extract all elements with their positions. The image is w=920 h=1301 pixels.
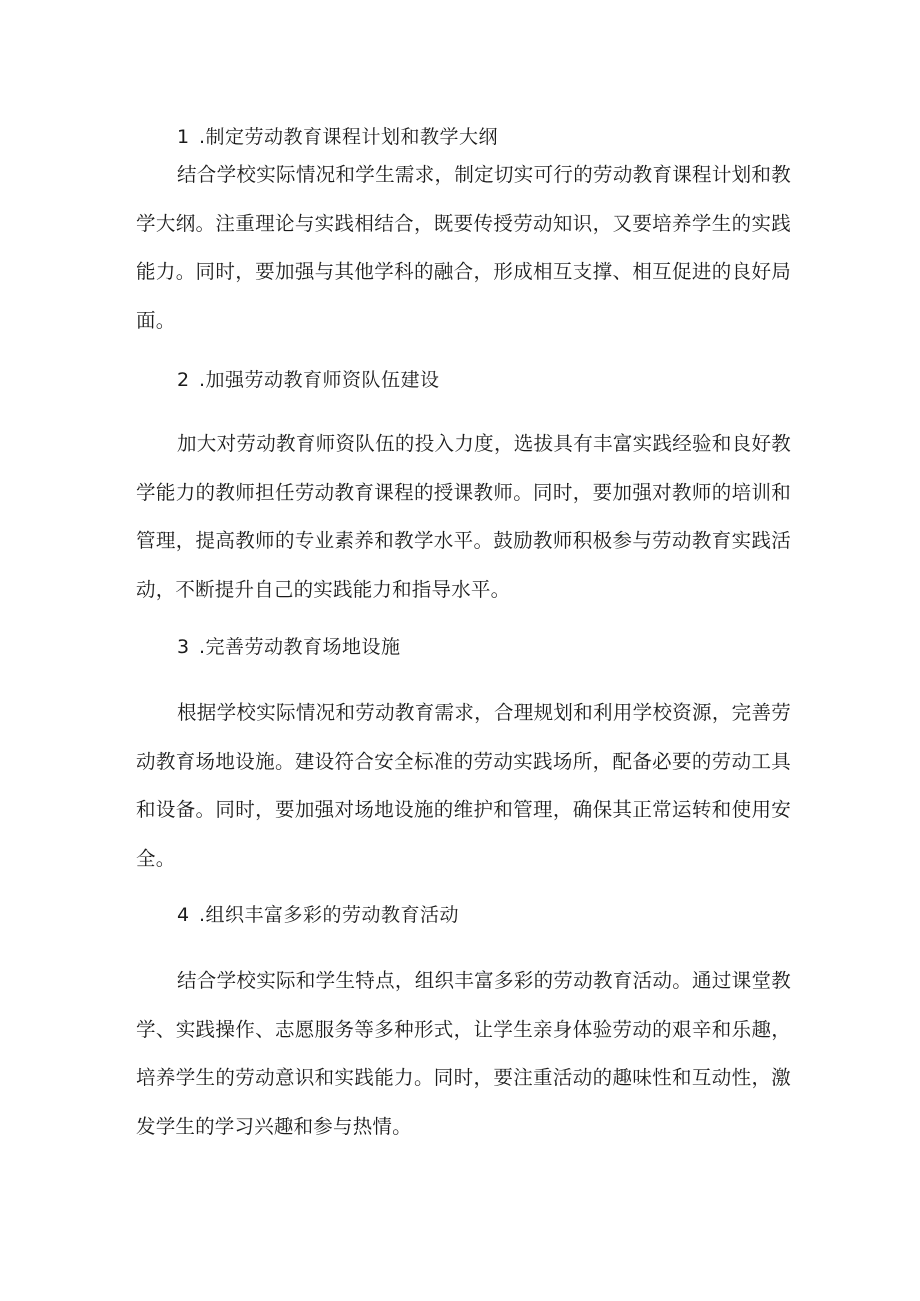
- section-3-heading: [177, 634, 401, 660]
- section-4-paragraph: 结合学校实际和学生特点，组织丰富多彩的劳动教育活动。通过课堂教学、实践操作、志愿服务等多种形式，让学生亲身体验劳动的艰辛和乐趣，培养学生的劳动意识和实践能力。同时，要注重活动的趣味性和互动性，激发学生的学习兴趣和参与热情。: [136, 969, 791, 1138]
- section-2-heading: [177, 367, 440, 393]
- section-4-number: 4: [177, 904, 190, 926]
- section-3-paragraph: 根据学校实际情况和劳动教育需求，合理规划和利用学校资源，完善劳动教育场地设施。建设符合安全标准的劳动实践场所，配备必要的劳动工具和设备。同时，要加强对场地设施的维护和管理，确保其正常运转和使用安全。: [136, 701, 791, 870]
- section-2-title: .加强劳动教育师资队伍建设: [199, 369, 440, 391]
- section-1-number: 1: [177, 126, 190, 148]
- section-4-heading: [177, 902, 459, 928]
- section-3-title: .完善劳动教育场地设施: [199, 636, 401, 658]
- section-4-title: .组织丰富多彩的劳动教育活动: [199, 904, 460, 926]
- section-1-paragraph: 结合学校实际情况和学生需求，制定切实可行的劳动教育课程计划和教学大纲。注重理论与实践相结合，既要传授劳动知识，又要培养学生的实践能力。同时，要加强与其他学科的融合，形成相互支撑、相互促进的良好局面。: [136, 163, 791, 332]
- section-1-heading: [177, 124, 498, 150]
- section-2-paragraph: 加大对劳动教育师资队伍的投入力度，选拔具有丰富实践经验和良好教学能力的教师担任劳动教育课程的授课教师。同时，要加强对教师的培训和管理，提高教师的专业素养和教学水平。鼓励教师积极参与劳动教育实践活动，不断提升自己的实践能力和指导水平。: [136, 432, 791, 601]
- section-1-title: .制定劳动教育课程计划和教学大纲: [199, 126, 499, 148]
- section-3-number: 3: [177, 636, 190, 658]
- section-2-number: 2: [177, 369, 190, 391]
